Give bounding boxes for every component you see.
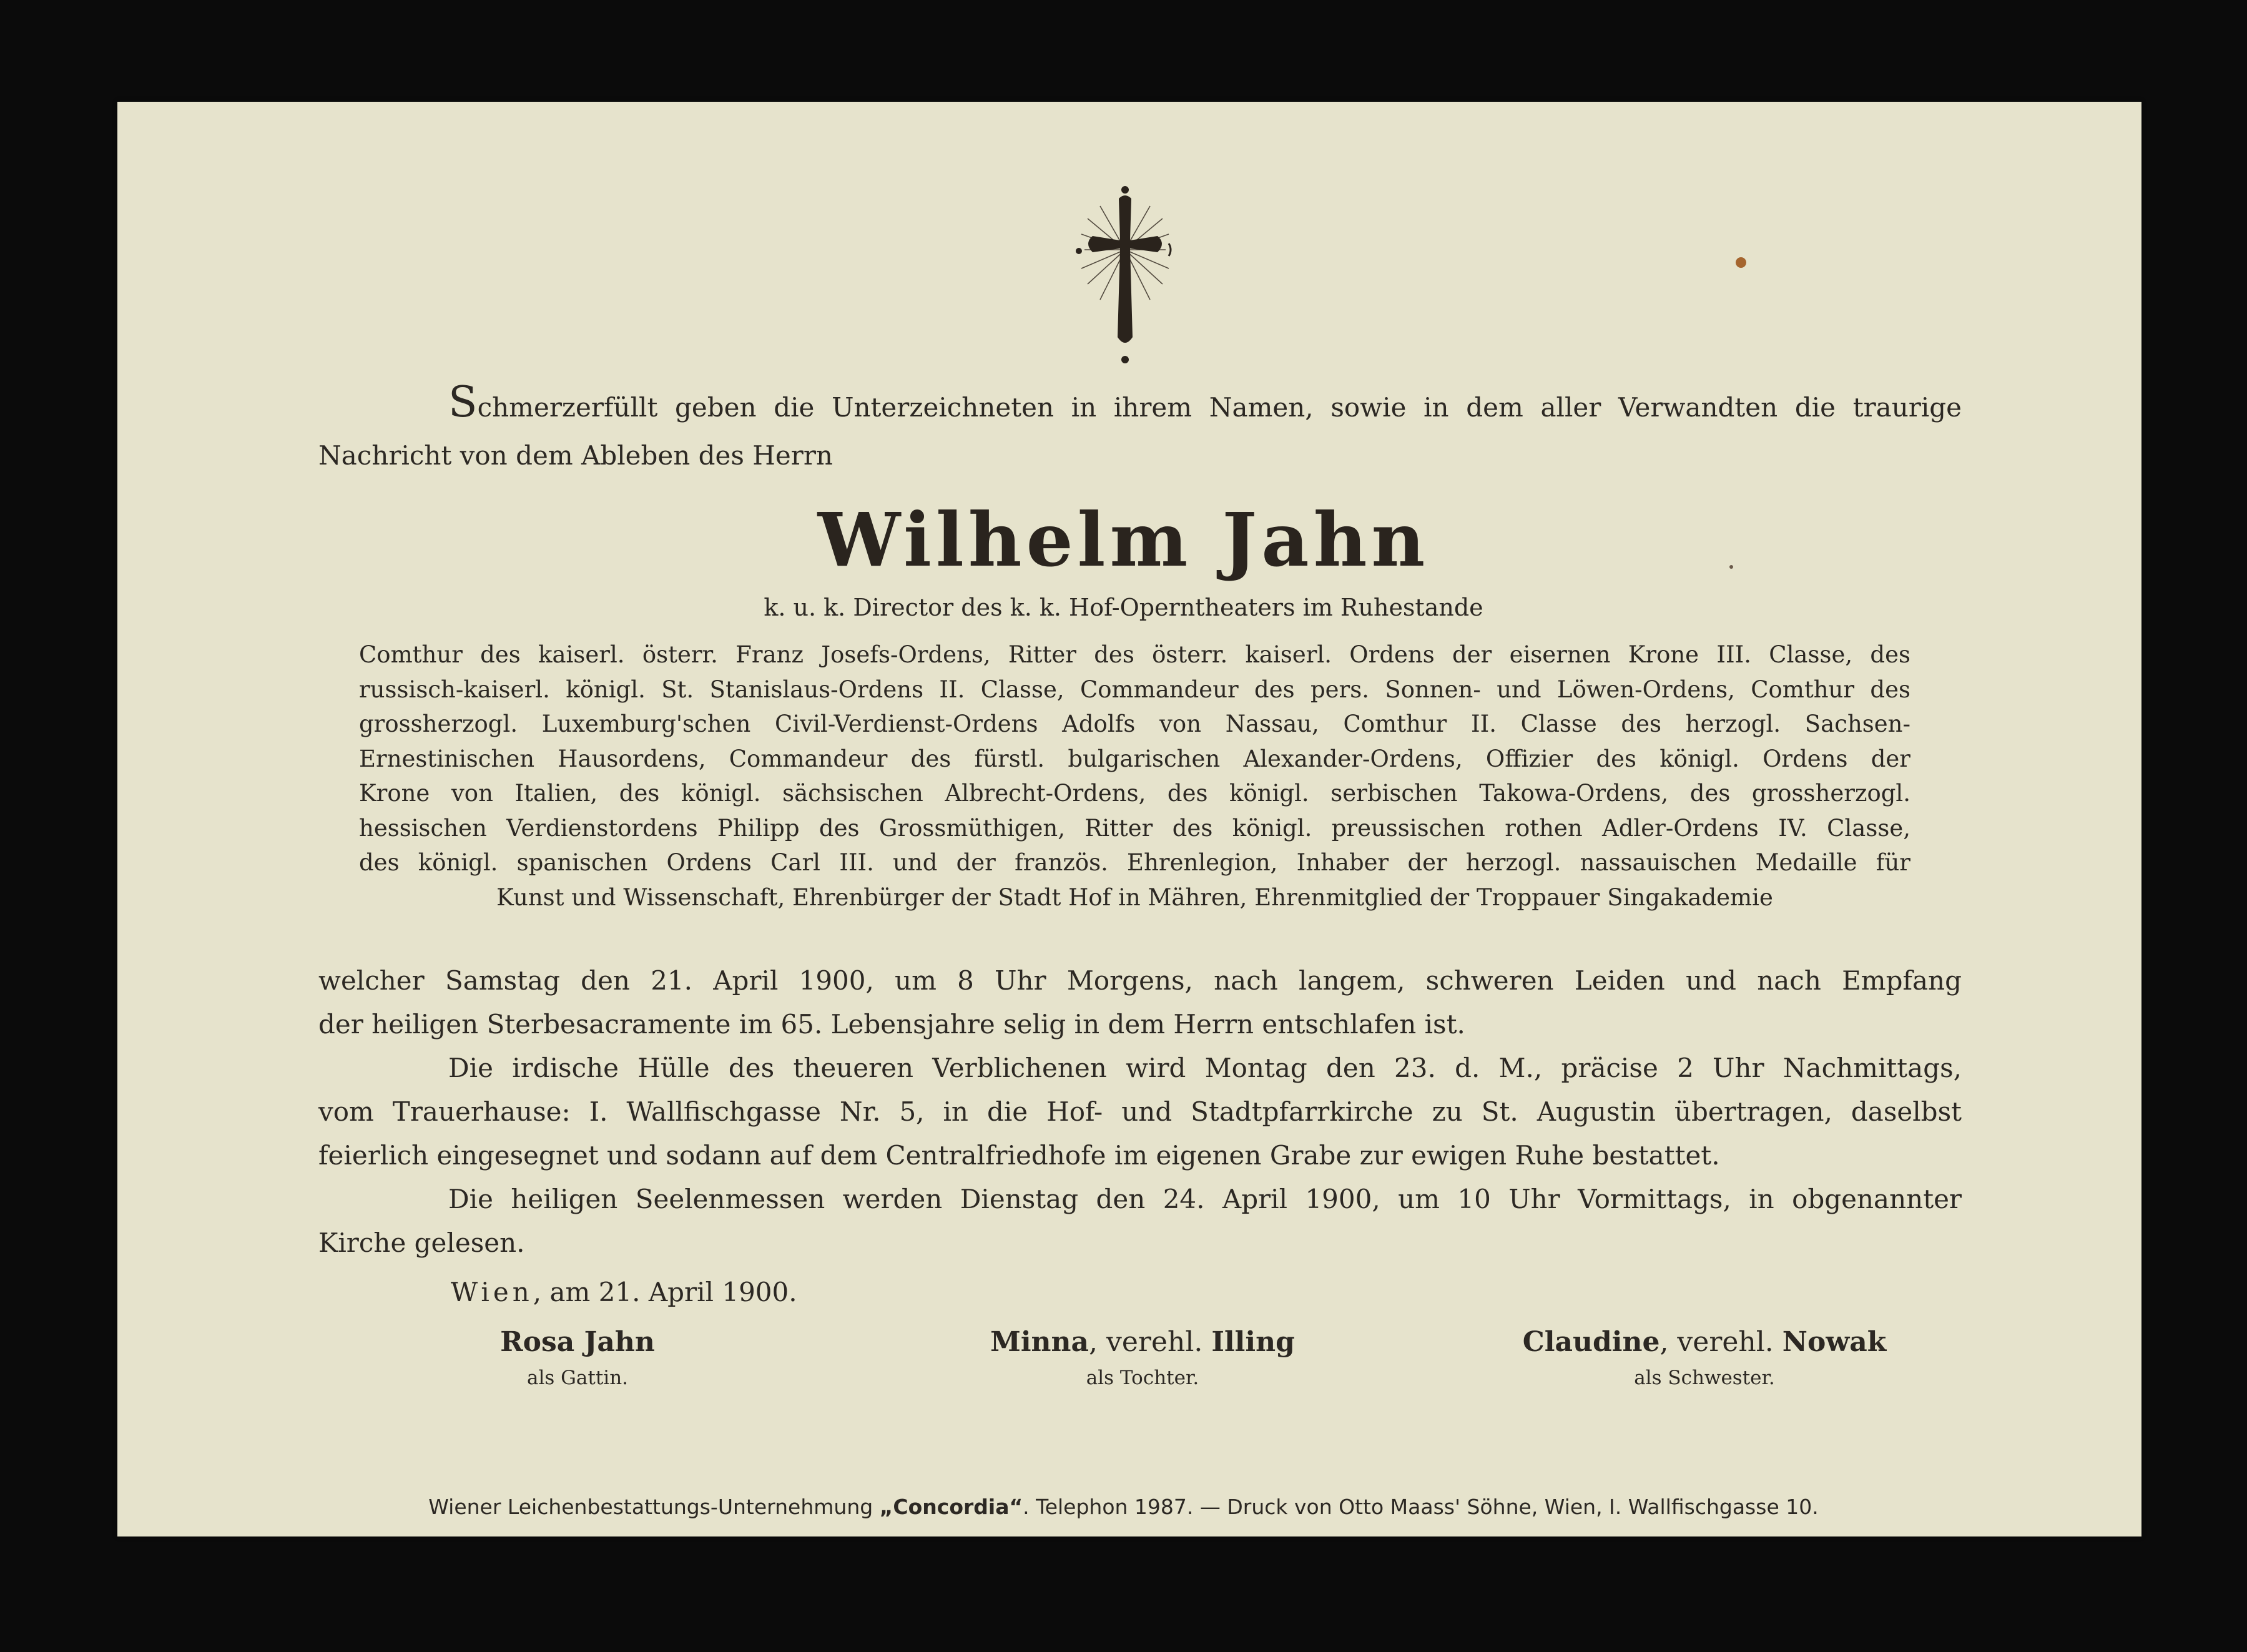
honors-line: des königl. spanischen Ordens Carl III. und der französ. Ehrenlegion, Inhaber der herzogl. nassauischen Medaille für — [359, 849, 1910, 876]
cross-icon — [1075, 181, 1175, 368]
honors-line: hessischen Verdienstordens Philipp des Grossmüthigen, Ritter des königl. preussischen rothen Adler-Ordens IV. Classe, — [359, 814, 1910, 842]
body-p2-line-1: Die irdische Hülle des theueren Verblichenen wird Montag den 23. d. M., präcise 2 Uhr Nachmittags, — [448, 1053, 1962, 1083]
signatory-name: Rosa Jahn — [500, 1326, 655, 1358]
paper-stain — [1736, 257, 1746, 268]
body-p1-line-2: der heiligen Sterbesacramente im 65. Lebensjahre selig in dem Herrn entschlafen ist. — [318, 1009, 1465, 1040]
body-p1-line-1: welcher Samstag den 21. April 1900, um 8 Uhr Morgens, nach langem, schweren Leiden und nach Empfang — [318, 965, 1962, 996]
signatory-wife — [437, 1322, 718, 1394]
signatory-sister — [1486, 1322, 1923, 1394]
honors-line: Comthur des kaiserl. österr. Franz Josefs-Ordens, Ritter des österr. kaiserl. Ordens der eisernen Krone III. Classe, des — [359, 641, 1910, 668]
deceased-title: k. u. k. Director des k. k. Hof-Operntheaters im Ruhestande — [764, 594, 1483, 621]
signatory-name: Claudine, verehl. Nowak — [1522, 1326, 1887, 1358]
body-p2-line-2: vom Trauerhause: I. Wallfischgasse Nr. 5, in die Hof- und Stadtpfarrkirche zu St. Augustin übertragen, daselbst — [318, 1096, 1962, 1127]
honors-line: russisch-kaiserl. königl. St. Stanislaus-Ordens II. Classe, Commandeur des pers. Sonnen- und Löwen-Ordens, Comthur des — [359, 676, 1910, 703]
company-name: „Concordia“ — [879, 1495, 1023, 1519]
honors-line: Ernestinischen Hausordens, Commandeur des fürstl. bulgarischen Alexander-Ordens, Offizier des königl. Ordens der — [359, 745, 1910, 772]
signatory-relation: als Tochter. — [1086, 1367, 1199, 1389]
printer-footer: Wiener Leichenbestattungs-Unternehmung „Concordia“. Telephon 1987. — Druck von Otto Maass' Söhne, Wien, I. Wallfischgasse 10. — [428, 1495, 1819, 1519]
date-text: , am 21. April 1900. — [533, 1277, 797, 1307]
signatory-name: Minna, verehl. Illing — [990, 1326, 1295, 1358]
honors-line: Krone von Italien, des königl. sächsischen Albrecht-Ordens, des königl. serbischen Takowa-Ordens, des grossherzogl. — [359, 780, 1910, 807]
body-p3-line-1: Die heiligen Seelenmessen werden Dienstag den 24. April 1900, um 10 Uhr Vormittags, in obgenannter — [448, 1184, 1962, 1214]
honors-line: grossherzogl. Luxemburg'schen Civil-Verdienst-Ordens Adolfs von Nassau, Comthur II. Classe des herzogl. Sachsen- — [359, 710, 1910, 737]
intro-line-2: Nachricht von dem Ableben des Herrn — [318, 440, 833, 471]
place-date — [451, 1271, 797, 1314]
body-p2-line-3: feierlich eingesegnet und sodann auf dem Centralfriedhofe im eigenen Grabe zur ewigen Ruhe bestattet. — [318, 1140, 1720, 1171]
signatory-daughter — [955, 1322, 1330, 1394]
place-city: Wien — [451, 1277, 533, 1307]
honors-block — [359, 637, 1910, 915]
honors-line: Kunst und Wissenschaft, Ehrenbürger der Stadt Hof in Mähren, Ehrenmitglied der Troppauer Singakademie — [496, 883, 1773, 911]
signatory-relation: als Gattin. — [526, 1367, 629, 1389]
signatory-relation: als Schwester. — [1634, 1367, 1775, 1389]
intro-line-1: Schmerzerfüllt geben die Unterzeichneten in ihrem Namen, sowie in dem aller Verwandten die traurige — [448, 378, 1962, 427]
deceased-name: Wilhelm Jahn — [817, 496, 1430, 583]
drop-cap: S — [448, 378, 478, 427]
body-p3-line-2: Kirche gelesen. — [318, 1227, 525, 1258]
